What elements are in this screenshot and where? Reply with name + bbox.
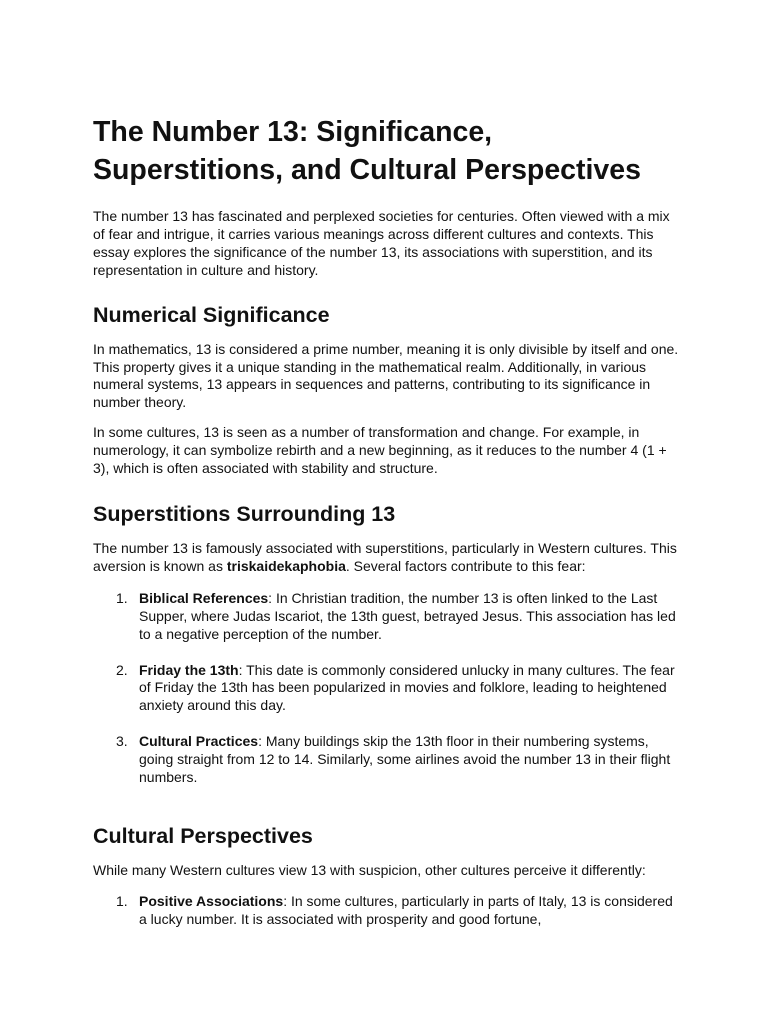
list-item-text: : This date is commonly considered unlucky in many cultures. The fear of Friday the 13th has been popularized in movies and folklore, leading to heightened anxiety around this day. — [139, 661, 675, 714]
list-item-number: 1. — [116, 589, 128, 606]
list-item-text: : In some cultures, particularly in parts of Italy, 13 is considered a lucky number. It is associated with prosperity and good fortune, — [139, 892, 673, 927]
list-item — [93, 590, 683, 644]
intro-paragraph: The number 13 has fascinated and perplexed societies for centuries. Often viewed with a mix of fear and intrigue, it carries various meanings across different cultures and contexts. This essay explores the significance of the number 13, its associations with superstition, and its representation in culture and history. — [93, 208, 670, 278]
list-item-number: 3. — [116, 733, 128, 750]
list-item — [93, 893, 683, 929]
section-heading-numerical-significance: Numerical Significance — [93, 302, 330, 327]
page-title: The Number 13: Significance, Superstitions, and Cultural Perspectives — [93, 116, 641, 186]
section-heading-superstitions: Superstitions Surrounding 13 — [93, 501, 396, 526]
cultural-perspectives-intro-paragraph: While many Western cultures view 13 with suspicion, other cultures perceive it differently: — [93, 861, 646, 878]
list-item-term: Friday the 13th — [139, 661, 239, 678]
list-item — [93, 733, 683, 787]
list-item-term: Cultural Practices — [139, 733, 259, 750]
list-item-text: : Many buildings skip the 13th floor in their numbering systems, going straight from 12 to 14. Similarly, some airlines avoid the number 13 in their flight numbers. — [139, 733, 671, 786]
list-item — [93, 662, 683, 716]
superstitions-intro-after: . Several factors contribute to this fear: — [345, 557, 586, 574]
superstitions-intro-paragraph — [93, 540, 683, 576]
superstitions-intro-term: triskaidekaphobia — [226, 557, 346, 574]
cultural-perspectives-list — [93, 893, 683, 929]
document-page — [93, 113, 683, 947]
section-heading-cultural-perspectives: Cultural Perspectives — [93, 823, 313, 848]
list-item-number: 2. — [116, 661, 128, 678]
list-item-term: Biblical References — [139, 589, 269, 606]
superstitions-intro-before: The number 13 is famously associated with superstitions, particularly in Western cultures. This aversion is known as — [93, 539, 677, 574]
list-item-number: 1. — [116, 892, 128, 909]
list-item-text: : In Christian tradition, the number 13 is often linked to the Last Supper, where Judas Iscariot, the 13th guest, betrayed Jesus. This association has led to a negative perception of the number. — [139, 589, 676, 642]
superstitions-list — [93, 590, 683, 787]
numerical-significance-paragraph-2: In some cultures, 13 is seen as a number of transformation and change. For example, in numerology, it can symbolize rebirth and a new beginning, as it reduces to the number 4 (1 + 3), which is often associated with stability and structure. — [93, 424, 667, 477]
list-item-term: Positive Associations — [139, 892, 284, 909]
numerical-significance-paragraph-1: In mathematics, 13 is considered a prime number, meaning it is only divisible by itself and one. This property gives it a unique standing in the mathematical realm. Additionally, in various numeral systems, 13 appears in sequences and patterns, contributing to its significance in number theory. — [93, 340, 679, 411]
